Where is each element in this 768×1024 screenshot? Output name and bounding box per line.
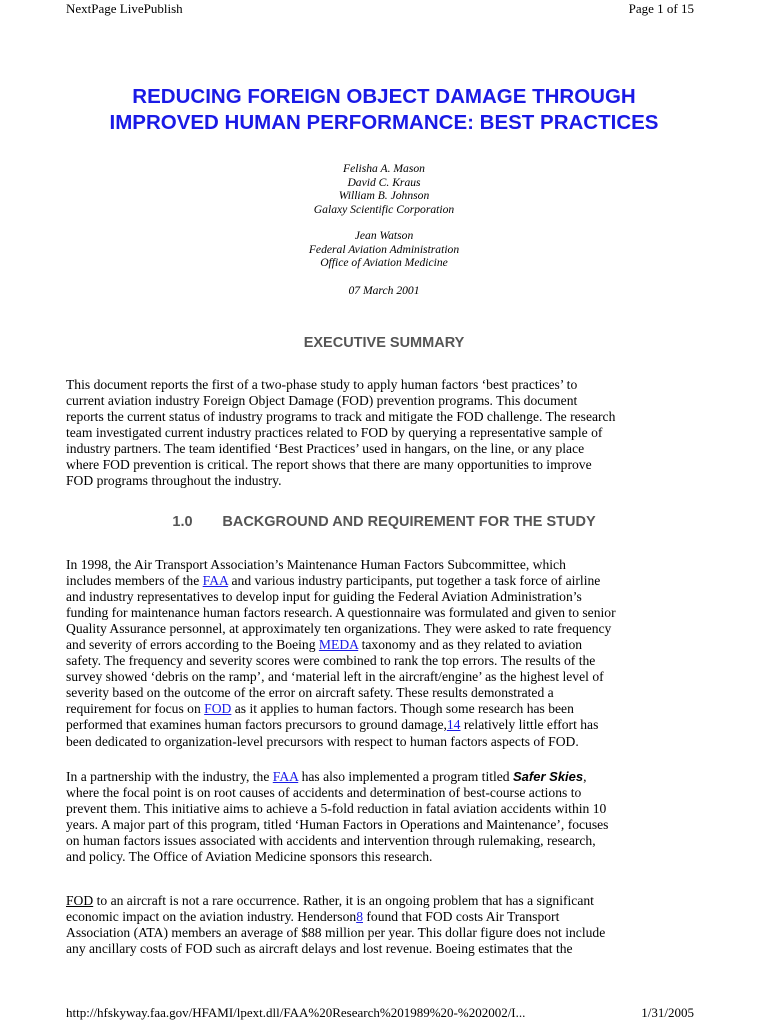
- text-line: [66, 573, 706, 589]
- text-line: years. A major part of this program, titled ‘Human Factors in Operations and Maintenance’, focuses: [66, 817, 609, 833]
- meda-link[interactable]: MEDA: [318, 637, 359, 653]
- text-line: been dedicated to organization-level precursors with respect to human factors aspects of FOD.: [66, 733, 579, 749]
- text-line: safety. The frequency and severity scores were combined to rank the top errors. The results of the: [66, 653, 596, 669]
- reference-8-link[interactable]: 8: [356, 909, 363, 925]
- text-line: industry partners. The team identified ‘Best Practices’ used in hangars, on the line, or any place: [66, 441, 585, 457]
- spacer: [0, 216, 768, 229]
- text-line: survey showed ‘debris on the ramp’, and ‘material left in the aircraft/engine’ as the highest level of: [66, 669, 604, 685]
- text-line: team investigated current industry practices related to FOD by querying a representative sample of: [66, 425, 603, 441]
- text-line: This document reports the first of a two-phase study to apply human factors ‘best practices’ to: [66, 377, 578, 392]
- author-organization: Office of Aviation Medicine: [320, 256, 448, 269]
- text-line: [66, 701, 706, 717]
- text-run: and severity of errors according to the Boeing: [66, 637, 319, 653]
- section-1-paragraph-2: [66, 769, 706, 865]
- text-run: and various industry participants, put together a task force of airline: [228, 573, 601, 589]
- author-organization: Federal Aviation Administration: [308, 242, 460, 256]
- header-page-number: Page 1 of 15: [628, 1, 694, 16]
- text-line: prevent them. This initiative aims to achieve a 5-fold reduction in fatal aviation accidents within 10: [66, 801, 607, 817]
- section-1-heading: [0, 514, 768, 530]
- text-line: where FOD prevention is critical. The report shows that there are many opportunities to improve: [66, 457, 592, 473]
- executive-summary-heading: EXECUTIVE SUMMARY: [303, 335, 465, 351]
- faa-link[interactable]: FAA: [202, 573, 229, 589]
- text-line: any ancillary costs of FOD such as aircraft delays and lost revenue. Boeing estimates that the: [66, 941, 573, 957]
- text-run: has also implemented a program titled: [298, 769, 514, 784]
- safer-skies-emphasis: Safer Skies: [513, 769, 584, 784]
- text-run: relatively little effort has: [460, 717, 599, 733]
- faa-link[interactable]: FAA: [272, 769, 299, 784]
- section-1-paragraph-1: [66, 557, 706, 750]
- text-line: and industry representatives to develop input for guiding the Federal Aviation Administration’s: [66, 589, 582, 605]
- text-line: Association (ATA) members an average of $88 million per year. This dollar figure does not include: [66, 925, 606, 941]
- author-name: Jean Watson: [354, 229, 414, 242]
- text-line: FOD programs throughout the industry.: [66, 473, 282, 489]
- text-line: [66, 893, 706, 909]
- text-run: as it applies to human factors. Though some research has been: [231, 701, 574, 717]
- author-name: Felisha A. Mason: [343, 162, 425, 175]
- text-line: [66, 637, 706, 653]
- section-title: BACKGROUND AND REQUIREMENT FOR THE STUDY: [222, 514, 596, 530]
- text-line: where the focal point is on root causes of accidents and determination of best-course actions to: [66, 785, 582, 801]
- text-line: funding for maintenance human factors research. A questionnaire was formulated and given to senior: [66, 605, 616, 621]
- text-line: and policy. The Office of Aviation Medicine sponsors this research.: [66, 849, 433, 865]
- footer-url: http://hfskyway.faa.gov/HFAMI/lpext.dll/FAA%20Research%201989%20-%202002/I...: [66, 1005, 526, 1020]
- title-line-1: REDUCING FOREIGN OBJECT DAMAGE THROUGH: [132, 85, 636, 108]
- text-run: includes members of the: [66, 573, 203, 589]
- text-line: severity based on the outcome of the error on aircraft safety. These results demonstrated a: [66, 685, 554, 701]
- text-run: In a partnership with the industry, the: [66, 769, 273, 784]
- fod-link[interactable]: FOD: [204, 701, 232, 717]
- text-line: [66, 909, 706, 925]
- header-app-name: NextPage LivePublish: [66, 1, 183, 16]
- text-run: requirement for focus on: [66, 701, 205, 717]
- text-run: found that FOD costs Air Transport: [362, 909, 560, 925]
- text-run: taxonomy and as they related to aviation: [358, 637, 583, 653]
- section-1-paragraph-3: [66, 893, 706, 957]
- text-run: to an aircraft is not a rare occurrence. Rather, it is an ongoing problem that has a significant: [93, 893, 594, 908]
- text-run: performed that examines human factors precursors to ground damage,: [66, 717, 447, 733]
- document-date: 07 March 2001: [348, 284, 420, 297]
- section-number: 1.0: [172, 514, 193, 530]
- text-line: [66, 717, 706, 733]
- author-name: David C. Kraus: [347, 175, 421, 189]
- text-line: current aviation industry Foreign Object Damage (FOD) prevention programs. This document: [66, 393, 578, 409]
- text-line: reports the current status of industry programs to track and mitigate the FOD challenge. The research: [66, 409, 616, 425]
- text-line: In 1998, the Air Transport Association’s Maintenance Human Factors Subcommittee, which: [66, 557, 566, 572]
- executive-summary-paragraph: [66, 377, 706, 489]
- author-organization: Galaxy Scientific Corporation: [313, 202, 455, 216]
- text-run: ,: [583, 769, 587, 784]
- author-name: William B. Johnson: [338, 189, 430, 202]
- text-line: [66, 769, 706, 785]
- text-run: economic impact on the aviation industry. Henderson: [66, 909, 357, 925]
- document-title: [0, 84, 768, 136]
- title-line-2: IMPROVED HUMAN PERFORMANCE: BEST PRACTICES: [109, 111, 659, 134]
- text-line: Quality Assurance personnel, at approximately ten organizations. They were asked to rate frequency: [66, 621, 612, 637]
- author-block: [0, 162, 768, 270]
- footer-date: 1/31/2005: [641, 1005, 694, 1020]
- fod-underlined-link[interactable]: FOD: [66, 893, 94, 908]
- reference-14-link[interactable]: 14: [446, 717, 461, 733]
- text-line: on human factors issues associated with accidents and intervention through rulemaking, research,: [66, 833, 596, 849]
